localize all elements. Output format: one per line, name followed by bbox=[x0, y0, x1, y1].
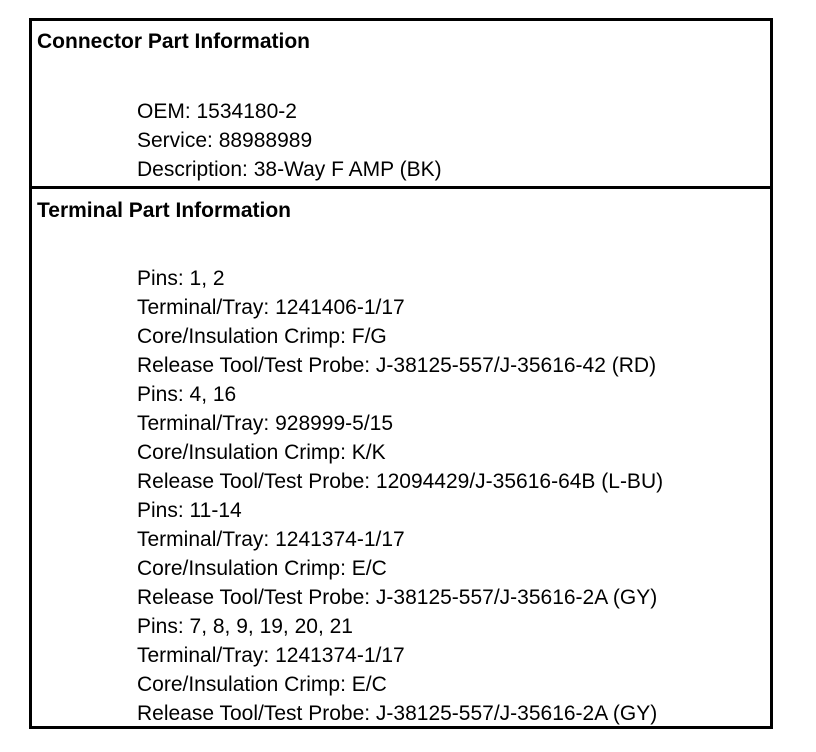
terminal-tool-line: Release Tool/Test Probe: 12094429/J-35616-64B (L-BU) bbox=[137, 470, 664, 493]
part-info-table bbox=[29, 18, 773, 729]
terminal-pins-line: Pins: 7, 8, 9, 19, 20, 21 bbox=[137, 615, 353, 638]
terminal-tool-line: Release Tool/Test Probe: J-38125-557/J-35616-2A (GY) bbox=[137, 702, 658, 725]
terminal-pins-line: Pins: 4, 16 bbox=[137, 383, 237, 406]
terminal-tray-line: Terminal/Tray: 1241406-1/17 bbox=[137, 296, 405, 319]
terminal-crimp-line: Core/Insulation Crimp: E/C bbox=[137, 673, 387, 696]
connector-service-line: Service: 88988989 bbox=[137, 129, 313, 152]
terminal-tray-line: Terminal/Tray: 1241374-1/17 bbox=[137, 528, 405, 551]
terminal-tray-line: Terminal/Tray: 1241374-1/17 bbox=[137, 644, 405, 667]
terminal-crimp-line: Core/Insulation Crimp: E/C bbox=[137, 557, 387, 580]
terminal-part-section bbox=[32, 189, 770, 726]
connector-heading: Connector Part Information bbox=[37, 30, 311, 53]
connector-info-list bbox=[137, 97, 442, 184]
connector-part-section bbox=[32, 21, 770, 189]
terminal-info-list bbox=[137, 264, 663, 728]
terminal-pins-line: Pins: 1, 2 bbox=[137, 267, 225, 290]
terminal-crimp-line: Core/Insulation Crimp: K/K bbox=[137, 441, 386, 464]
terminal-crimp-line: Core/Insulation Crimp: F/G bbox=[137, 325, 387, 348]
terminal-tray-line: Terminal/Tray: 928999-5/15 bbox=[137, 412, 394, 435]
connector-oem-line: OEM: 1534180-2 bbox=[137, 100, 297, 123]
terminal-tool-line: Release Tool/Test Probe: J-38125-557/J-35616-2A (GY) bbox=[137, 586, 658, 609]
terminal-pins-line: Pins: 11-14 bbox=[137, 499, 242, 522]
connector-description-line: Description: 38-Way F AMP (BK) bbox=[137, 158, 442, 181]
terminal-heading: Terminal Part Information bbox=[37, 199, 291, 222]
terminal-tool-line: Release Tool/Test Probe: J-38125-557/J-35616-42 (RD) bbox=[137, 354, 657, 377]
